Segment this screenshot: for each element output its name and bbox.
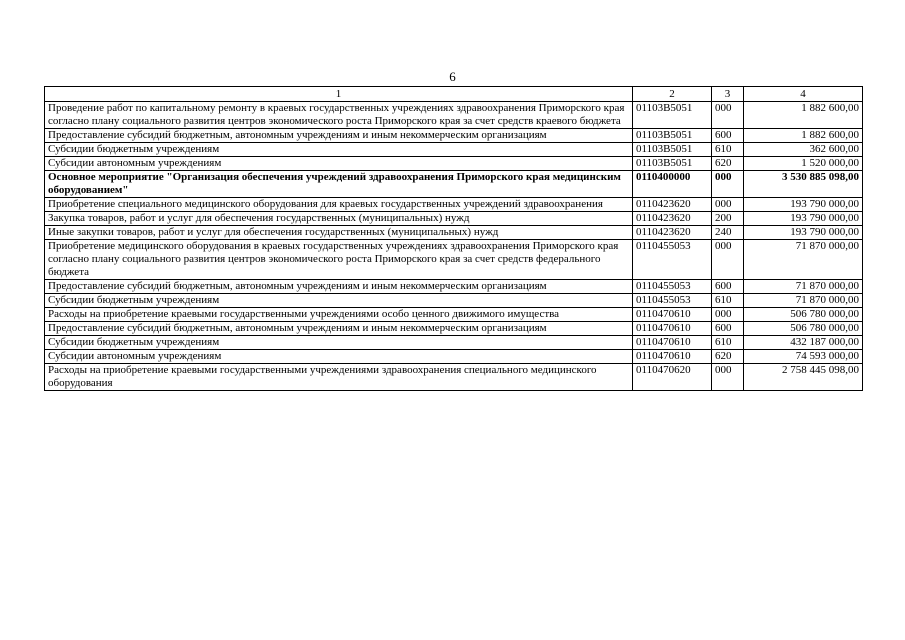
row-code-cell: 0110423620 [633,212,712,226]
table-row [45,212,863,226]
row-name-cell: Предоставление субсидий бюджетным, автономным учреждениям и иным некоммерческим организациям [45,129,633,143]
table-row [45,226,863,240]
row-type-cell: 600 [712,129,744,143]
row-type-cell: 620 [712,350,744,364]
table-row [45,143,863,157]
row-name-cell: Предоставление субсидий бюджетным, автономным учреждениям и иным некоммерческим организациям [45,280,633,294]
table-row [45,308,863,322]
row-sum-cell: 1 882 600,00 [744,102,863,129]
row-code-cell: 0110455053 [633,280,712,294]
row-name-cell: Субсидии автономным учреждениям [45,350,633,364]
table-body [45,102,863,391]
table-row [45,336,863,350]
row-code-cell: 0110470610 [633,336,712,350]
header-cell-1: 1 [45,87,633,102]
row-type-cell: 600 [712,322,744,336]
table-row [45,350,863,364]
row-sum-cell: 2 758 445 098,00 [744,364,863,391]
table-row [45,294,863,308]
row-sum-cell: 432 187 000,00 [744,336,863,350]
row-code-cell: 0110423620 [633,198,712,212]
row-code-cell: 0110470610 [633,350,712,364]
page-number: 6 [449,69,456,84]
row-code-cell: 01103В5051 [633,102,712,129]
row-code-cell: 01103В5051 [633,157,712,171]
header-cell-2: 2 [633,87,712,102]
row-type-cell: 240 [712,226,744,240]
row-type-cell: 620 [712,157,744,171]
row-sum-cell: 1 882 600,00 [744,129,863,143]
table-row [45,102,863,129]
row-type-cell: 600 [712,280,744,294]
row-name-cell: Расходы на приобретение краевыми государственными учреждениями особо ценного движимого имущества [45,308,633,322]
table-row [45,129,863,143]
row-type-cell: 610 [712,336,744,350]
table-row [45,240,863,280]
row-code-cell: 0110455053 [633,240,712,280]
row-type-cell: 000 [712,364,744,391]
row-name-cell: Проведение работ по капитальному ремонту в краевых государственных учреждениях здравоохранения Приморского края согласно плану социального развития центров экономического роста Приморского края за счет средств краевого бюджета [45,102,633,129]
row-sum-cell: 362 600,00 [744,143,863,157]
row-code-cell: 0110423620 [633,226,712,240]
row-sum-cell: 193 790 000,00 [744,212,863,226]
row-type-cell: 000 [712,102,744,129]
row-sum-cell: 71 870 000,00 [744,294,863,308]
row-sum-cell: 506 780 000,00 [744,308,863,322]
row-code-cell: 0110470620 [633,364,712,391]
row-type-cell: 610 [712,143,744,157]
row-type-cell: 200 [712,212,744,226]
row-code-cell: 01103В5051 [633,143,712,157]
table-row [45,198,863,212]
header-row [45,87,863,102]
row-type-cell: 610 [712,294,744,308]
budget-table [44,86,863,391]
table-row [45,157,863,171]
row-sum-cell: 1 520 000,00 [744,157,863,171]
row-sum-cell: 74 593 000,00 [744,350,863,364]
header-cell-4: 4 [744,87,863,102]
row-code-cell: 0110470610 [633,308,712,322]
row-name-cell: Субсидии бюджетным учреждениям [45,143,633,157]
row-name-cell: Предоставление субсидий бюджетным, автономным учреждениям и иным некоммерческим организациям [45,322,633,336]
row-type-cell: 000 [712,171,744,198]
row-name-cell: Субсидии автономным учреждениям [45,157,633,171]
row-code-cell: 0110470610 [633,322,712,336]
row-name-cell: Расходы на приобретение краевыми государственными учреждениями здравоохранения специального медицинского оборудования [45,364,633,391]
row-sum-cell: 193 790 000,00 [744,226,863,240]
row-sum-cell: 193 790 000,00 [744,198,863,212]
row-name-cell: Закупка товаров, работ и услуг для обеспечения государственных (муниципальных) нужд [45,212,633,226]
table-row [45,171,863,198]
row-name-cell: Основное мероприятие "Организация обеспечения учреждений здравоохранения Приморского края медицинским оборудованием" [45,171,633,198]
row-name-cell: Субсидии бюджетным учреждениям [45,336,633,350]
row-sum-cell: 506 780 000,00 [744,322,863,336]
table-row [45,280,863,294]
row-sum-cell: 3 530 885 098,00 [744,171,863,198]
row-type-cell: 000 [712,308,744,322]
row-sum-cell: 71 870 000,00 [744,240,863,280]
table-row [45,364,863,391]
row-code-cell: 0110455053 [633,294,712,308]
row-name-cell: Иные закупки товаров, работ и услуг для обеспечения государственных (муниципальных) нужд [45,226,633,240]
row-type-cell: 000 [712,240,744,280]
row-name-cell: Субсидии бюджетным учреждениям [45,294,633,308]
row-sum-cell: 71 870 000,00 [744,280,863,294]
row-type-cell: 000 [712,198,744,212]
row-code-cell: 01103В5051 [633,129,712,143]
table-row [45,322,863,336]
header-cell-3: 3 [712,87,744,102]
row-code-cell: 0110400000 [633,171,712,198]
row-name-cell: Приобретение специального медицинского оборудования для краевых государственных учреждений здравоохранения [45,198,633,212]
row-name-cell: Приобретение медицинского оборудования в краевых государственных учреждениях здравоохранения Приморского края согласно плану социального развития центров экономического роста Приморского края за счет средств федерального бюджета [45,240,633,280]
